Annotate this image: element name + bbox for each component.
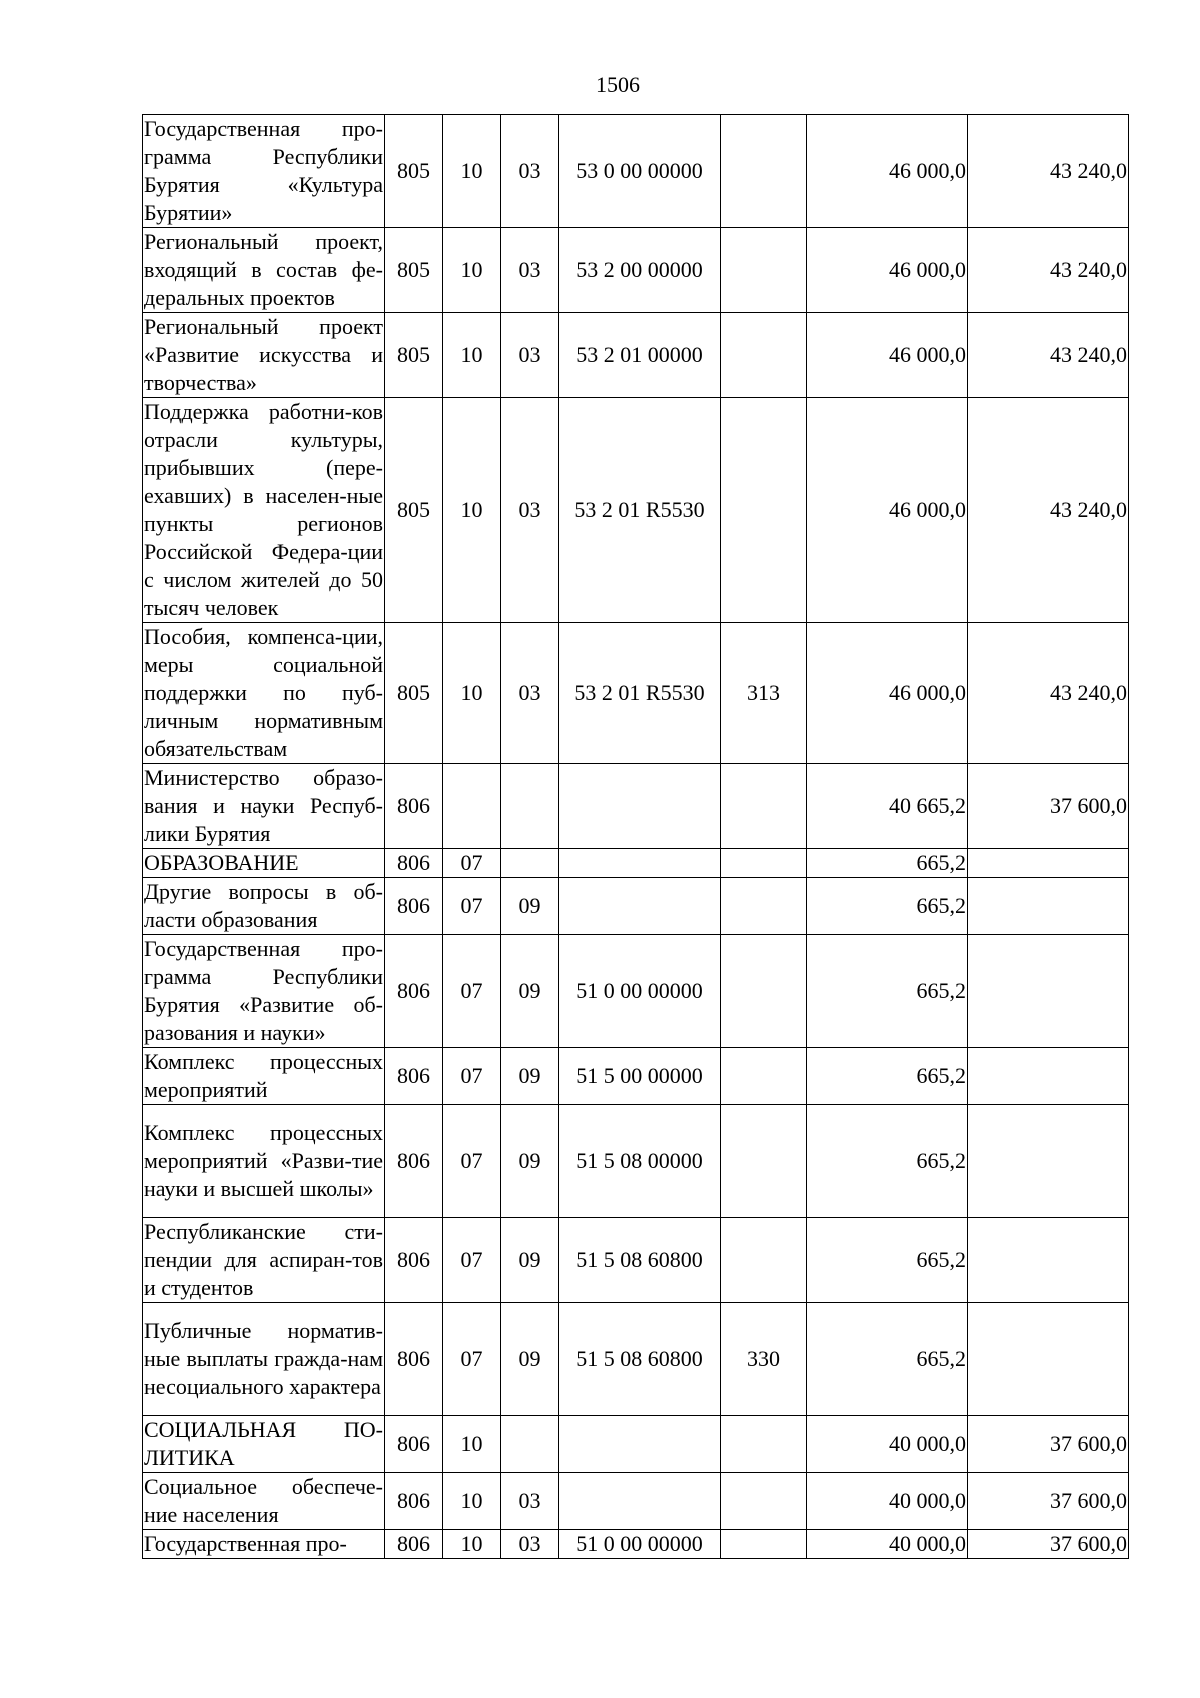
row-vr-cell — [721, 228, 807, 313]
row-csr-cell — [559, 1473, 721, 1530]
row-name-cell: Социальное обеспече-ние населения — [143, 1473, 385, 1530]
row-rz-cell: 10 — [443, 1530, 501, 1559]
row-rz-cell: 07 — [443, 935, 501, 1048]
row-sum2-cell: 43 240,0 — [968, 398, 1129, 623]
row-name-cell: Государственная про- — [143, 1530, 385, 1559]
row-pr-cell: 09 — [501, 1048, 559, 1105]
row-sum2-cell: 43 240,0 — [968, 313, 1129, 398]
row-pr-cell: 03 — [501, 1473, 559, 1530]
row-sum2-cell — [968, 1105, 1129, 1218]
row-pr-cell — [501, 849, 559, 878]
row-sum2-cell — [968, 878, 1129, 935]
row-name-cell: Государственная про-грамма Республики Бурятия «Культура Бурятии» — [143, 115, 385, 228]
row-rz-cell: 10 — [443, 313, 501, 398]
row-gr-cell: 806 — [385, 935, 443, 1048]
row-vr-cell — [721, 398, 807, 623]
row-sum1-cell: 665,2 — [807, 849, 968, 878]
row-name-cell: Публичные норматив-ные выплаты гражда-нам несоциального характера — [143, 1303, 385, 1416]
row-pr-cell: 09 — [501, 1218, 559, 1303]
row-rz-cell — [443, 764, 501, 849]
row-sum1-cell: 46 000,0 — [807, 623, 968, 764]
row-gr-cell: 806 — [385, 1416, 443, 1473]
row-vr-cell — [721, 764, 807, 849]
row-vr-cell: 330 — [721, 1303, 807, 1416]
row-pr-cell: 03 — [501, 623, 559, 764]
row-name-cell: СОЦИАЛЬНАЯ ПО-ЛИТИКА — [143, 1416, 385, 1473]
row-sum2-cell — [968, 1218, 1129, 1303]
row-rz-cell: 10 — [443, 1473, 501, 1530]
row-sum2-cell — [968, 849, 1129, 878]
row-pr-cell — [501, 1416, 559, 1473]
row-gr-cell: 806 — [385, 1530, 443, 1559]
row-rz-cell: 07 — [443, 1303, 501, 1416]
row-name-cell: Региональный проект, входящий в состав фе-деральных проектов — [143, 228, 385, 313]
row-rz-cell: 10 — [443, 115, 501, 228]
row-rz-cell: 10 — [443, 1416, 501, 1473]
row-sum2-cell: 43 240,0 — [968, 623, 1129, 764]
row-pr-cell — [501, 764, 559, 849]
row-rz-cell: 07 — [443, 1218, 501, 1303]
row-csr-cell: 53 2 01 00000 — [559, 313, 721, 398]
row-vr-cell — [721, 878, 807, 935]
row-gr-cell: 805 — [385, 115, 443, 228]
row-rz-cell: 07 — [443, 1105, 501, 1218]
row-sum2-cell: 37 600,0 — [968, 1530, 1129, 1559]
row-gr-cell: 806 — [385, 878, 443, 935]
table-row — [143, 878, 1129, 935]
table-row — [143, 935, 1129, 1048]
row-csr-cell: 51 5 08 60800 — [559, 1218, 721, 1303]
row-rz-cell: 07 — [443, 878, 501, 935]
row-sum1-cell: 665,2 — [807, 1218, 968, 1303]
row-sum1-cell: 46 000,0 — [807, 228, 968, 313]
row-sum1-cell: 665,2 — [807, 1105, 968, 1218]
row-vr-cell — [721, 1218, 807, 1303]
row-csr-cell: 51 5 08 00000 — [559, 1105, 721, 1218]
row-name-cell: Министерство образо-вания и науки Респуб-лики Бурятия — [143, 764, 385, 849]
row-vr-cell — [721, 1048, 807, 1105]
row-gr-cell: 805 — [385, 228, 443, 313]
row-name-cell: Комплекс процессных мероприятий — [143, 1048, 385, 1105]
row-sum2-cell — [968, 1048, 1129, 1105]
table-row — [143, 1048, 1129, 1105]
table-row — [143, 623, 1129, 764]
row-sum2-cell: 37 600,0 — [968, 1416, 1129, 1473]
row-csr-cell: 51 0 00 00000 — [559, 1530, 721, 1559]
row-name-cell: Пособия, компенса-ции, меры социальной поддержки по пуб-личным нормативным обязательствам — [143, 623, 385, 764]
row-sum1-cell: 40 000,0 — [807, 1416, 968, 1473]
row-gr-cell: 805 — [385, 398, 443, 623]
table-row — [143, 1530, 1129, 1559]
table-row — [143, 398, 1129, 623]
row-rz-cell: 10 — [443, 398, 501, 623]
row-sum2-cell: 37 600,0 — [968, 1473, 1129, 1530]
row-name-cell: Поддержка работни-ков отрасли культуры, прибывших (пере-ехавших) в населен-ные пункты регионов Российской Федера-ции с числом жителей до 50 тысяч человек — [143, 398, 385, 623]
budget-table-body — [143, 115, 1129, 1559]
row-sum1-cell: 46 000,0 — [807, 398, 968, 623]
row-vr-cell — [721, 849, 807, 878]
row-csr-cell: 53 2 01 R5530 — [559, 398, 721, 623]
row-csr-cell: 51 0 00 00000 — [559, 935, 721, 1048]
row-vr-cell — [721, 1530, 807, 1559]
row-sum1-cell: 665,2 — [807, 1048, 968, 1105]
row-sum1-cell: 665,2 — [807, 935, 968, 1048]
row-csr-cell — [559, 1416, 721, 1473]
page-number: 1506 — [596, 72, 640, 97]
row-sum1-cell: 665,2 — [807, 1303, 968, 1416]
row-vr-cell — [721, 935, 807, 1048]
row-rz-cell: 10 — [443, 228, 501, 313]
row-pr-cell: 03 — [501, 313, 559, 398]
table-row — [143, 115, 1129, 228]
row-vr-cell — [721, 1473, 807, 1530]
row-gr-cell: 806 — [385, 1473, 443, 1530]
table-row — [143, 228, 1129, 313]
row-csr-cell: 53 2 00 00000 — [559, 228, 721, 313]
row-name-cell: Республиканские сти-пендии для аспиран-тов и студентов — [143, 1218, 385, 1303]
row-sum2-cell: 43 240,0 — [968, 115, 1129, 228]
table-row — [143, 1303, 1129, 1416]
table-row — [143, 1473, 1129, 1530]
row-name-cell: Комплекс процессных мероприятий «Разви-тие науки и высшей школы» — [143, 1105, 385, 1218]
row-vr-cell: 313 — [721, 623, 807, 764]
row-sum2-cell — [968, 1303, 1129, 1416]
row-name-cell: Государственная про-грамма Республики Бурятия «Развитие об-разования и науки» — [143, 935, 385, 1048]
row-gr-cell: 806 — [385, 1048, 443, 1105]
row-sum1-cell: 40 000,0 — [807, 1530, 968, 1559]
row-gr-cell: 806 — [385, 764, 443, 849]
row-gr-cell: 806 — [385, 849, 443, 878]
row-pr-cell: 09 — [501, 878, 559, 935]
row-vr-cell — [721, 115, 807, 228]
row-name-cell: ОБРАЗОВАНИЕ — [143, 849, 385, 878]
row-gr-cell: 805 — [385, 313, 443, 398]
row-csr-cell: 51 5 08 60800 — [559, 1303, 721, 1416]
row-gr-cell: 806 — [385, 1303, 443, 1416]
row-pr-cell: 09 — [501, 1303, 559, 1416]
row-csr-cell — [559, 764, 721, 849]
row-pr-cell: 09 — [501, 1105, 559, 1218]
row-pr-cell: 03 — [501, 398, 559, 623]
row-pr-cell: 03 — [501, 228, 559, 313]
table-row — [143, 1416, 1129, 1473]
row-csr-cell: 53 0 00 00000 — [559, 115, 721, 228]
row-pr-cell: 09 — [501, 935, 559, 1048]
row-name-cell: Другие вопросы в об-ласти образования — [143, 878, 385, 935]
row-sum1-cell: 40 665,2 — [807, 764, 968, 849]
table-row — [143, 849, 1129, 878]
row-gr-cell: 806 — [385, 1105, 443, 1218]
row-sum2-cell — [968, 935, 1129, 1048]
row-csr-cell: 53 2 01 R5530 — [559, 623, 721, 764]
table-row — [143, 1105, 1129, 1218]
row-gr-cell: 805 — [385, 623, 443, 764]
row-sum2-cell: 37 600,0 — [968, 764, 1129, 849]
row-vr-cell — [721, 1416, 807, 1473]
row-sum1-cell: 665,2 — [807, 878, 968, 935]
row-rz-cell: 07 — [443, 1048, 501, 1105]
row-gr-cell: 806 — [385, 1218, 443, 1303]
row-rz-cell: 10 — [443, 623, 501, 764]
row-vr-cell — [721, 1105, 807, 1218]
row-sum1-cell: 46 000,0 — [807, 115, 968, 228]
row-csr-cell — [559, 878, 721, 935]
table-row — [143, 1218, 1129, 1303]
row-vr-cell — [721, 313, 807, 398]
row-csr-cell: 51 5 00 00000 — [559, 1048, 721, 1105]
row-name-cell: Региональный проект «Развитие искусства и творчества» — [143, 313, 385, 398]
row-sum1-cell: 46 000,0 — [807, 313, 968, 398]
row-sum1-cell: 40 000,0 — [807, 1473, 968, 1530]
budget-table — [142, 114, 1129, 1559]
row-rz-cell: 07 — [443, 849, 501, 878]
row-sum2-cell: 43 240,0 — [968, 228, 1129, 313]
row-csr-cell — [559, 849, 721, 878]
row-pr-cell: 03 — [501, 1530, 559, 1559]
table-row — [143, 313, 1129, 398]
table-row — [143, 764, 1129, 849]
row-pr-cell: 03 — [501, 115, 559, 228]
